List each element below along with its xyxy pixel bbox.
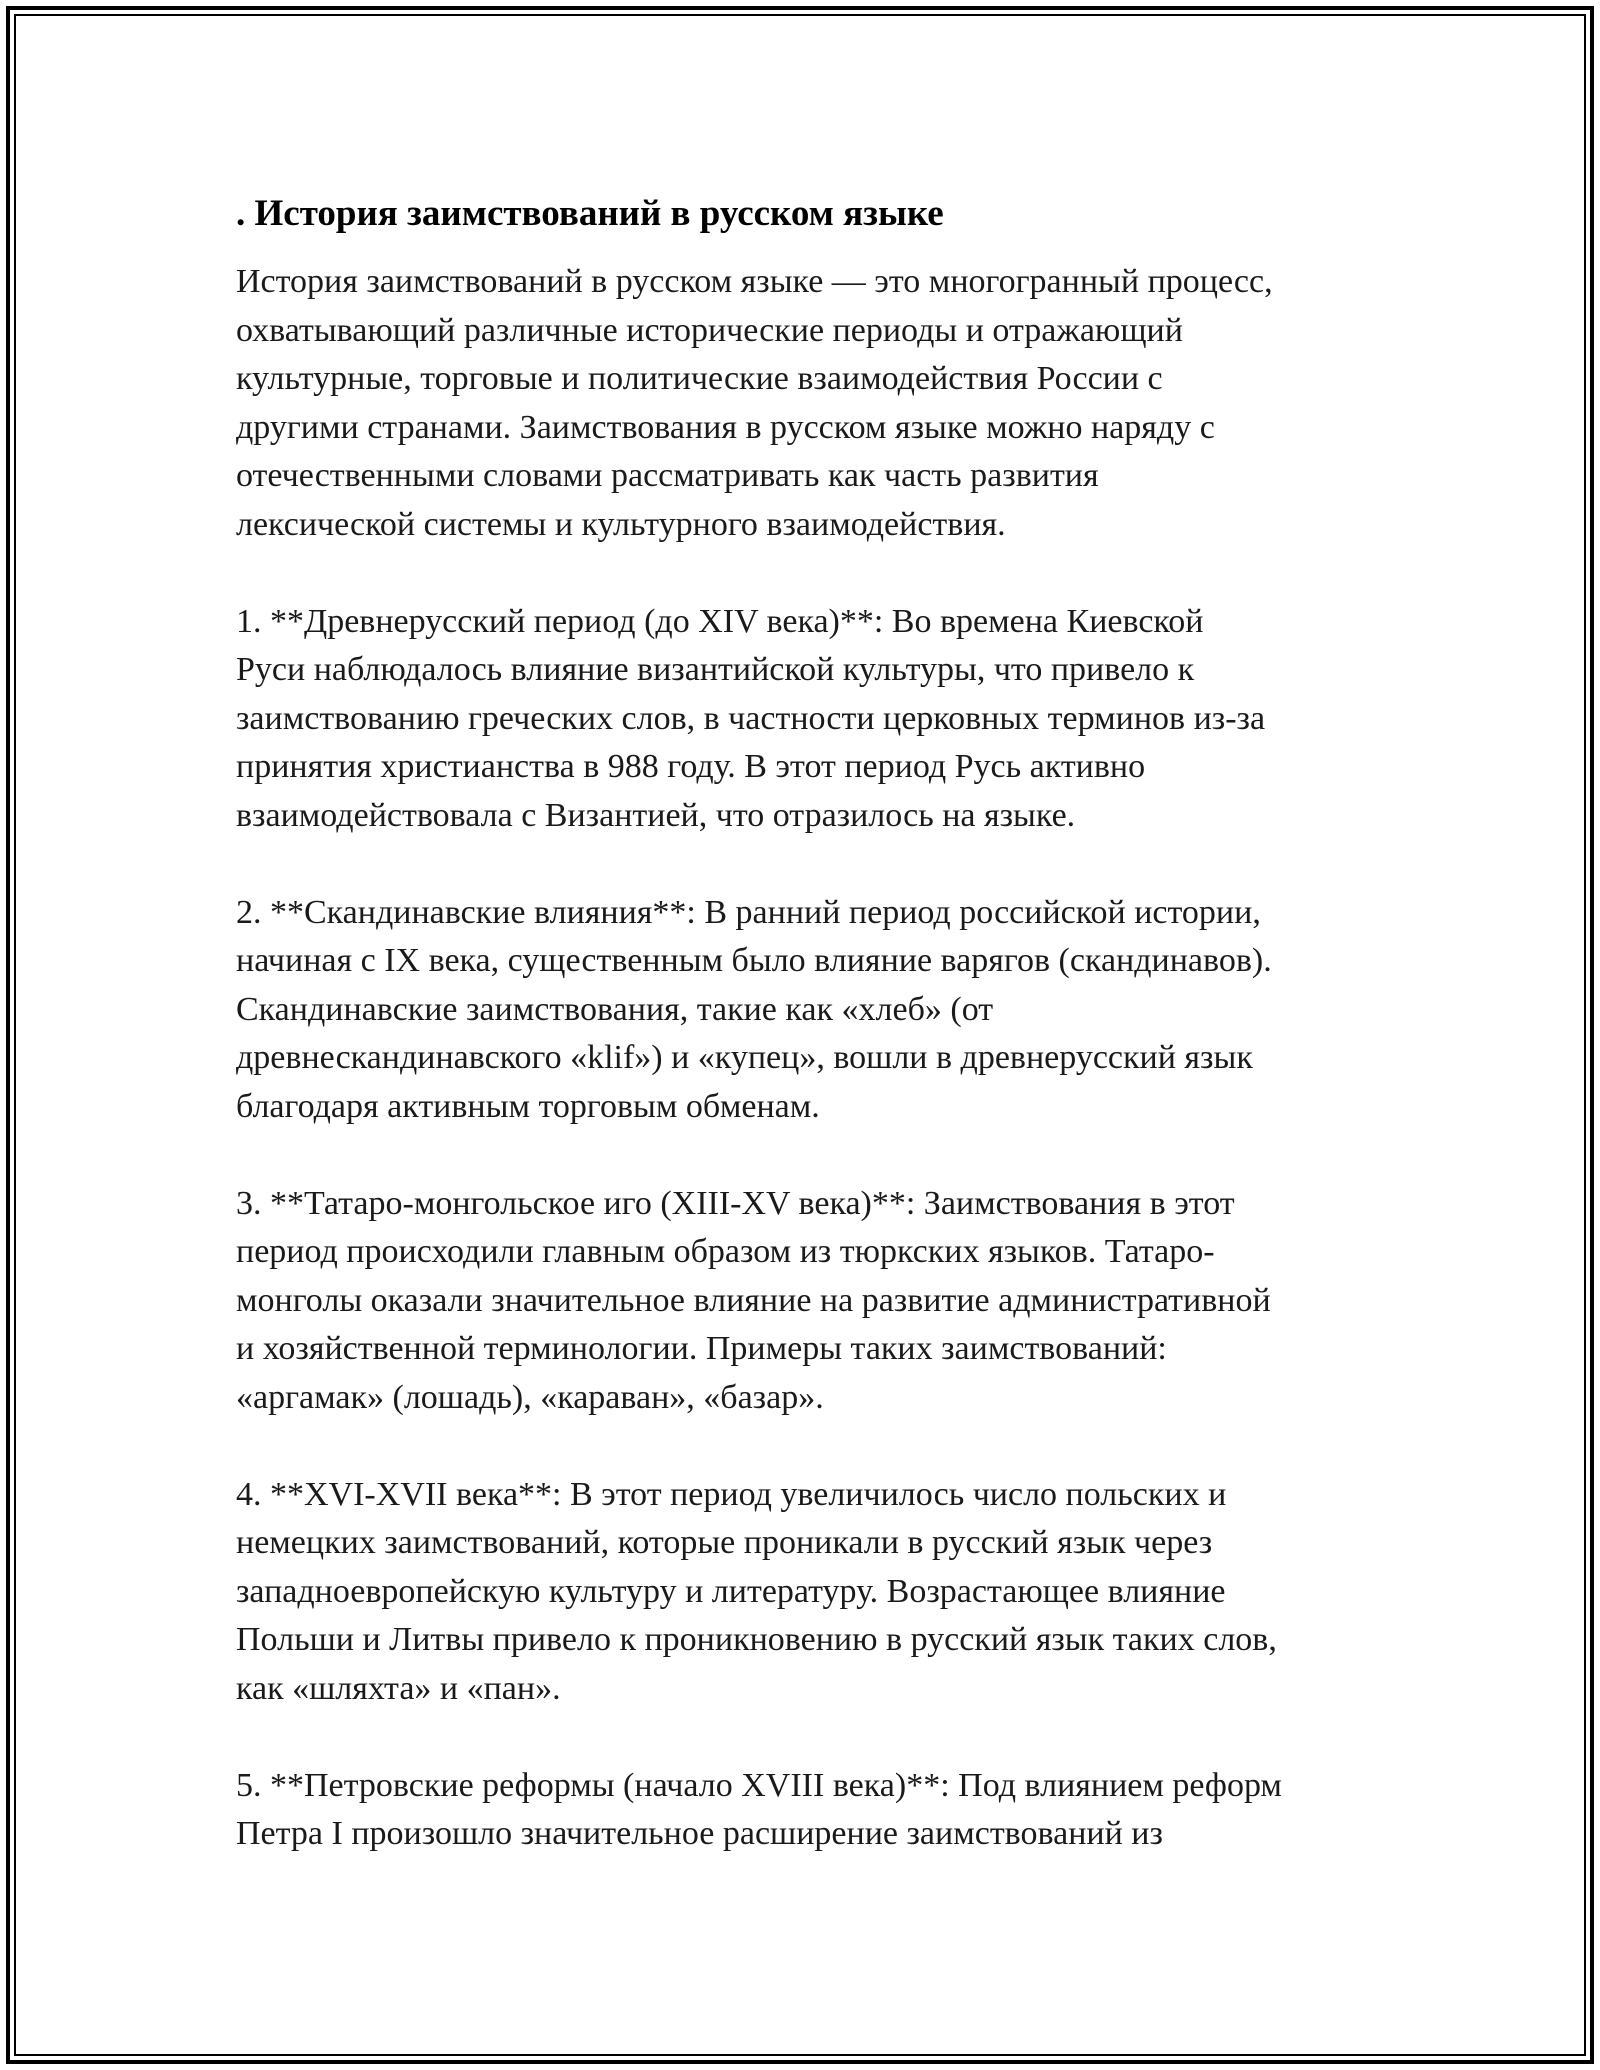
section-paragraph-2: 2. **Скандинавские влияния**: В ранний период российской истории, начиная с IX века, существенным было влияние варягов (скандинавов). Скандинавские заимствования, такие как «хлеб» (от древнескандинавского «klif») и «купец», вошли в древнерусский язык благодаря активным торговым обменам.: [236, 893, 1272, 1125]
document-title: . История заимствований в русском языке: [236, 193, 944, 234]
section-paragraph-5: 5. **Петровские реформы (начало XVIII века)**: Под влиянием реформ Петра I произошло значительное расширение заимствований из: [236, 1766, 1282, 1852]
intro-paragraph: История заимствований в русском языке — это многогранный процесс, охватывающий различные исторические периоды и отражающий культурные, торговые и политические взаимодействия России с другими странами. Заимствования в русском языке можно наряду с отечественными словами рассматривать как часть развития лексической системы и культурного взаимодействия.: [236, 263, 1273, 543]
document-body: [236, 188, 1386, 1859]
section-paragraph-3: 3. **Татаро-монгольское иго (XIII-XV века)**: Заимствования в этот период происходили главным образом из тюркских языков. Татаро- монголы оказали значительное влияние на развитие административной и хозяйственной терминологии. Примеры таких заимствований: «аргамак» (лошадь), «караван», «базар».: [236, 1184, 1271, 1416]
section-paragraph-1: 1. **Древнерусский период (до XIV века)**: Во времена Киевской Руси наблюдалось влияние византийской культуры, что привело к заимствованию греческих слов, в частности церковных терминов из-за принятия христианства в 988 году. В этот период Русь активно взаимодействовала с Византией, что отразилось на языке.: [236, 602, 1266, 834]
section-paragraph-4: 4. **XVI-XVII века**: В этот период увеличилось число польских и немецких заимствований, которые проникали в русский язык через западноевропейскую культуру и литературу. Возрастающее влияние Польши и Литвы привело к проникновению в русский язык таких слов, как «шляхта» и «пан».: [236, 1475, 1277, 1707]
